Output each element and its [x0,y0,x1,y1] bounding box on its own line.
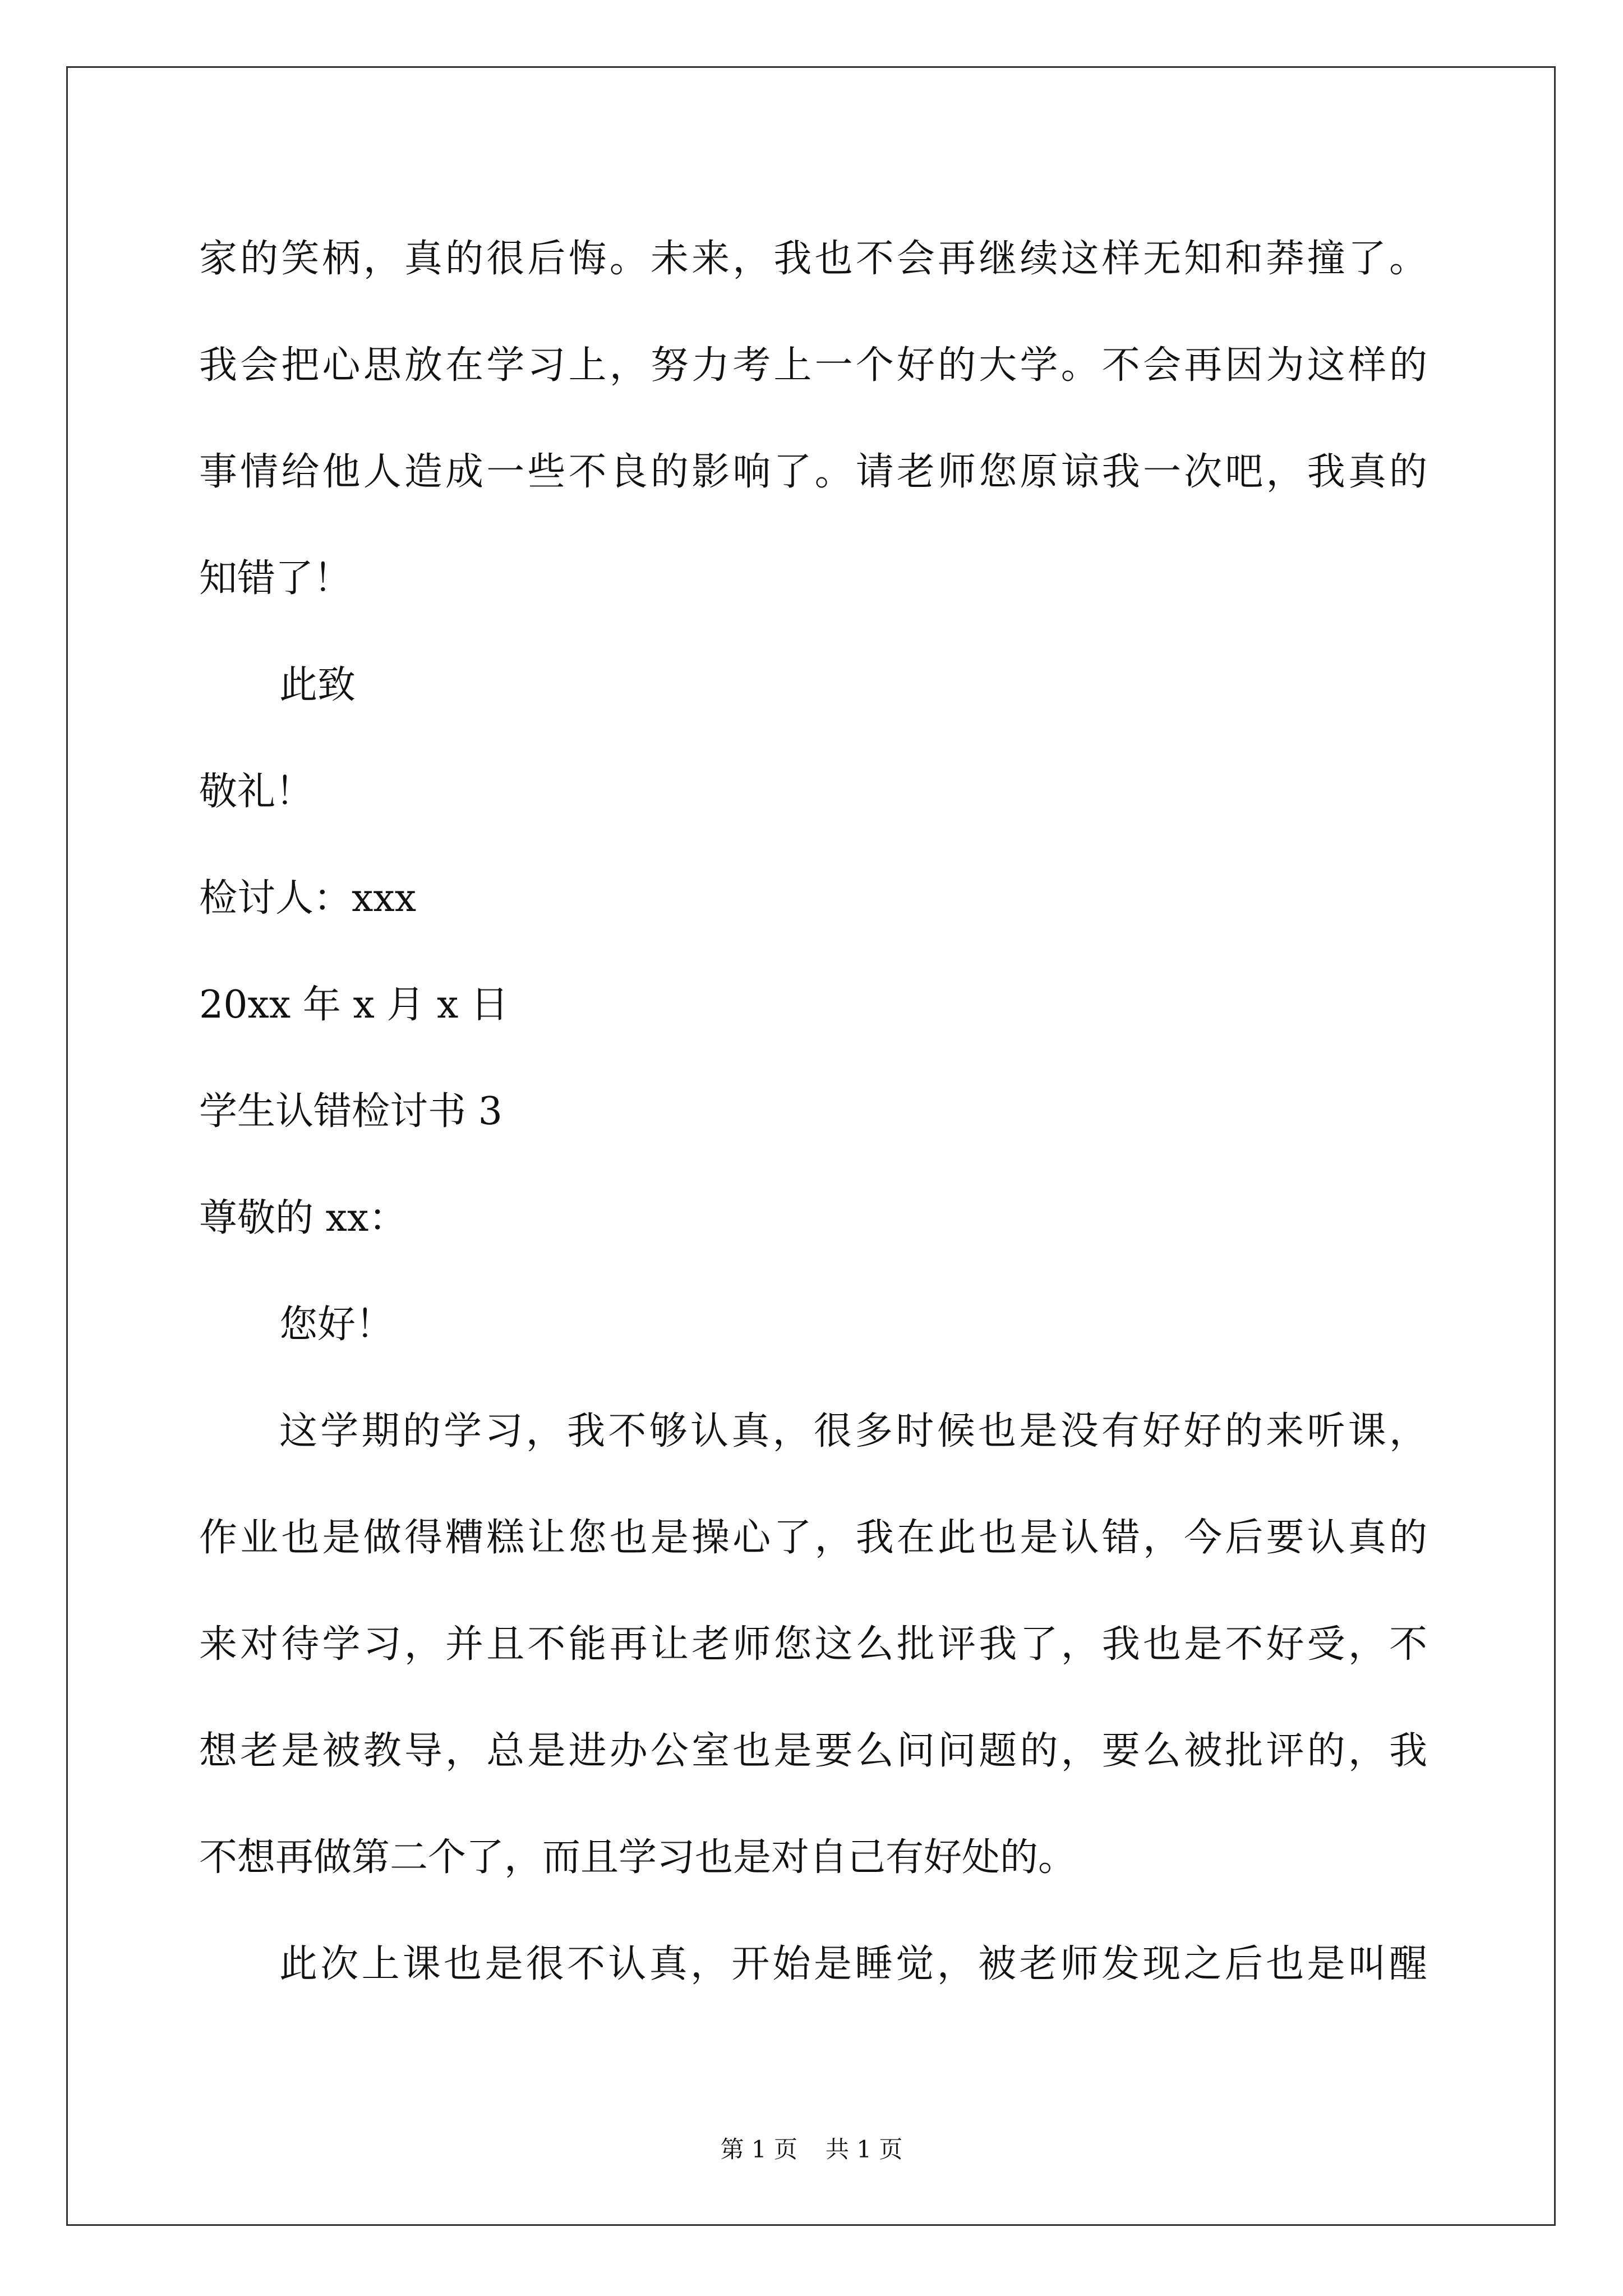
text-line: 家的笑柄，真的很后悔。未来，我也不会再继续这样无知和莽撞了。 [199,237,1427,281]
text-line: 知错了！ [199,556,352,601]
document-body [199,206,1427,2018]
text-line: 来对待学习，并且不能再让老师您这么批评我了，我也是不好受，不 [199,1622,1427,1667]
text-line: 这学期的学习，我不够认真，很多时候也是没有好好的来听课， [279,1409,1427,1453]
page-number-current: 第 1 页 [720,2136,797,2163]
greeting-line: 您好！ [279,1303,394,1347]
text-line: 作业也是做得糟糕让您也是操心了，我在此也是认错，今后要认真的 [199,1516,1427,1560]
text-line: 此次上课也是很不认真，开始是睡觉，被老师发现之后也是叫醒 [279,1942,1427,1986]
addressee-line: 尊敬的 xx： [199,1196,407,1240]
text-line: 事情给他人造成一些不良的影响了。请老师您原谅我一次吧，我真的 [199,450,1427,494]
date-line: 20xx 年 x 月 x 日 [199,983,509,1027]
page-footer [0,2133,1623,2166]
closing-regards: 敬礼！ [199,770,314,814]
signature-line: 检讨人：xxx [199,876,417,921]
text-line: 不想再做第二个了，而且学习也是对自己有好处的。 [199,1835,1077,1880]
closing-salutation: 此致 [279,663,356,707]
page-number-total: 共 1 页 [826,2136,903,2163]
text-line: 我会把心思放在学习上，努力考上一个好的大学。不会再因为这样的 [199,343,1427,388]
section-title: 学生认错检讨书 3 [199,1089,502,1134]
text-line: 想老是被教导，总是进办公室也是要么问问题的，要么被批评的，我 [199,1729,1427,1773]
